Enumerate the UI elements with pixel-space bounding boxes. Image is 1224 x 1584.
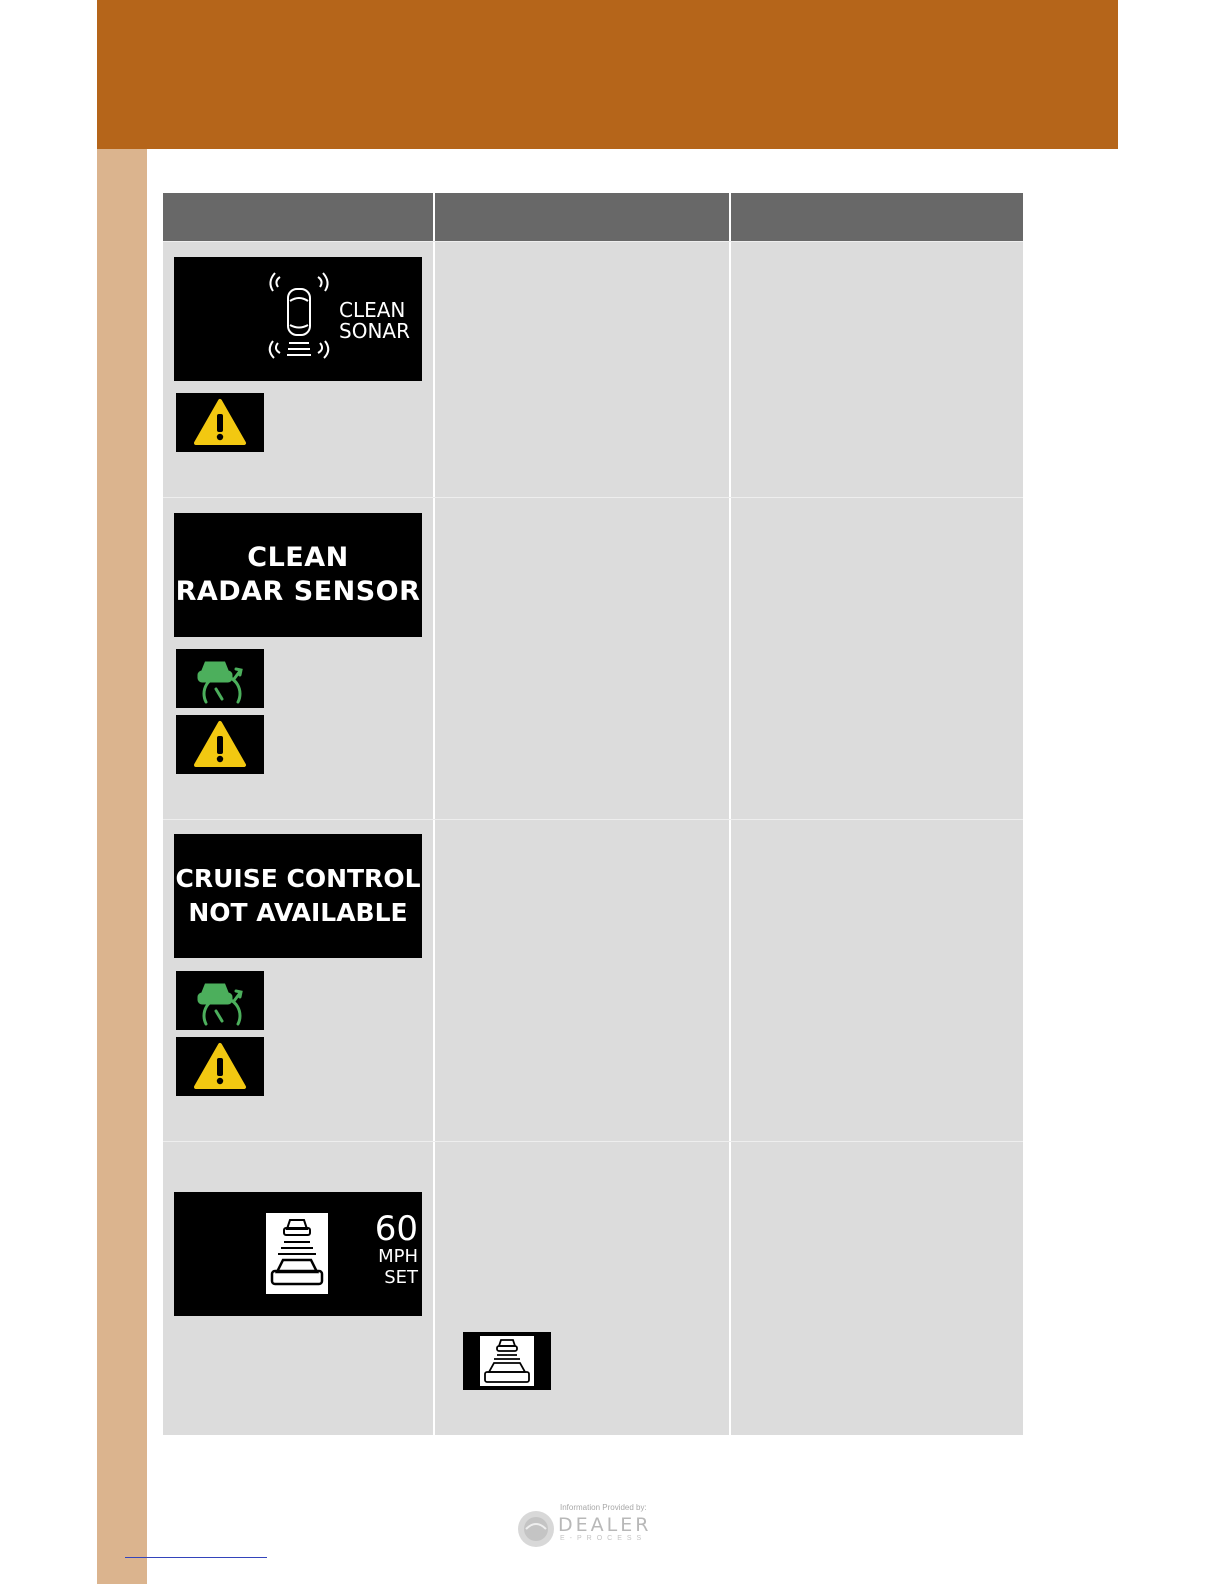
- brand-subtext: E-PROCESS: [560, 1535, 647, 1542]
- warning-message-table: [163, 193, 1023, 1435]
- cruise-indicator: [176, 649, 264, 708]
- display-line-2: RADAR SENSOR: [175, 576, 421, 607]
- message-cell: [163, 820, 433, 1141]
- warning-icon: [176, 393, 264, 452]
- vehicle-distance-icon: [463, 1332, 551, 1390]
- action-cell: [731, 1142, 1023, 1435]
- table-header: [163, 193, 1023, 241]
- table-row: [163, 819, 1023, 1141]
- message-cell: [163, 242, 433, 497]
- speed-value: 60: [374, 1209, 418, 1249]
- action-cell: [731, 242, 1023, 497]
- warning-icon: [176, 1037, 264, 1096]
- set-speed-readout: [370, 1209, 418, 1288]
- set-speed-display: [174, 1192, 422, 1316]
- display-line-1: CRUISE CONTROL: [175, 864, 421, 893]
- side-strip: [97, 149, 147, 1584]
- cruise-control-not-available-display: [174, 834, 422, 958]
- table-row: [163, 1141, 1023, 1435]
- action-cell: [731, 498, 1023, 819]
- table-header-col-1: [163, 193, 433, 241]
- cruise-indicator: [176, 971, 264, 1030]
- warning-indicator: [176, 715, 264, 774]
- display-line-1: CLEAN: [247, 542, 349, 573]
- cause-cell: [435, 1142, 729, 1435]
- radar-cruise-icon: [176, 649, 264, 708]
- clean-sonar-display: [174, 257, 422, 381]
- warning-indicator: [176, 393, 264, 452]
- radar-cruise-icon: [176, 971, 264, 1030]
- distance-indicator: [463, 1332, 551, 1390]
- header-band: [97, 0, 1118, 149]
- message-cell: [163, 498, 433, 819]
- message-cell: [163, 1142, 433, 1435]
- warning-indicator: [176, 1037, 264, 1096]
- cause-cell: [435, 498, 729, 819]
- speed-unit: MPH: [378, 1246, 418, 1267]
- provided-by-text: Information Provided by:: [560, 1503, 647, 1512]
- cause-cell: [435, 820, 729, 1141]
- table-header-col-3: [731, 193, 1023, 241]
- footer-link-underline[interactable]: [125, 1557, 267, 1558]
- speed-status: SET: [384, 1267, 418, 1288]
- clean-radar-sensor-display: [174, 513, 422, 637]
- display-line-2: NOT AVAILABLE: [188, 898, 408, 927]
- cause-cell: [435, 242, 729, 497]
- action-cell: [731, 820, 1023, 1141]
- brand-text: DEALER: [558, 1514, 652, 1536]
- table-header-col-2: [435, 193, 729, 241]
- display-line-2: SONAR: [339, 319, 410, 343]
- display-line-1: CLEAN: [339, 298, 406, 322]
- table-row: [163, 497, 1023, 819]
- warning-icon: [176, 715, 264, 774]
- table-row: [163, 241, 1023, 497]
